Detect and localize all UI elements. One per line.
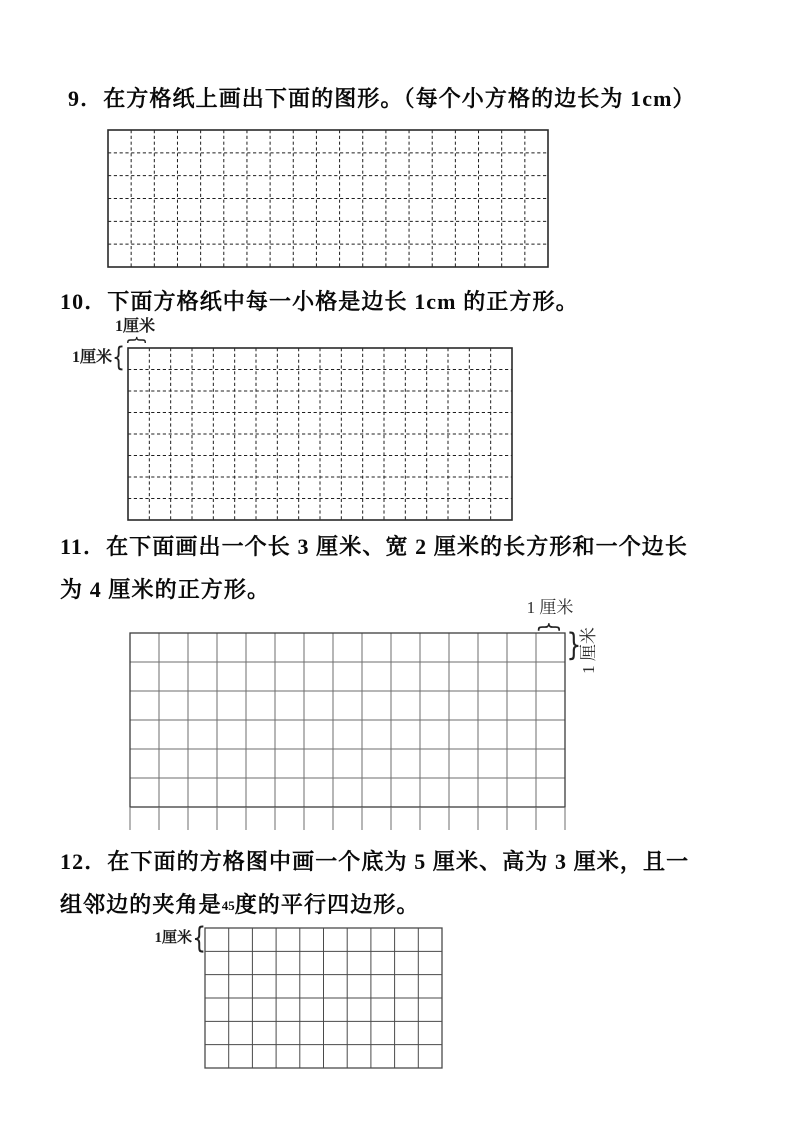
problem-9-text: 9．在方格纸上画出下面的图形。（每个小方格的边长为 1cm） bbox=[68, 86, 696, 111]
grid-10-top-brace-icon: { bbox=[125, 334, 150, 346]
grid-11 bbox=[129, 632, 566, 831]
problem-11-text-line2: 为 4 厘米的正方形。 bbox=[60, 577, 271, 602]
grid-11-top-brace-icon: { bbox=[536, 620, 564, 634]
problem-10-text: 10．下面方格纸中每一小格是边长 1cm 的正方形。 bbox=[60, 289, 579, 314]
grid-10-left-brace-icon: { bbox=[112, 342, 126, 373]
problem-11-text-line1: 11．在下面画出一个长 3 厘米、宽 2 厘米的长方形和一个边长 bbox=[60, 534, 688, 559]
problem-12-text-line2 bbox=[60, 890, 420, 921]
problem-12-angle-value: 45 bbox=[221, 898, 235, 913]
problem-12-line2-pre: 组邻边的夹角是 bbox=[60, 892, 222, 917]
grid-10-top-unit-label: 1厘米 bbox=[114, 318, 155, 335]
grid-11-right-brace-icon: } bbox=[566, 627, 582, 663]
grid-10-left-unit-label: 1厘米 bbox=[71, 349, 112, 366]
grid-11-top-unit-label: 1 厘米 bbox=[526, 598, 574, 617]
grid-10 bbox=[127, 347, 513, 521]
grid-12 bbox=[204, 927, 443, 1069]
grid-12-left-unit-label: 1厘米 bbox=[154, 930, 192, 946]
grid-11-right-unit-label: 1 厘米 bbox=[578, 626, 598, 674]
grid-9 bbox=[107, 129, 549, 268]
grid-12-left-brace-icon: { bbox=[192, 921, 207, 955]
problem-12-text-line1: 12．在下面的方格图中画一个底为 5 厘米、高为 3 厘米，且一 bbox=[60, 849, 690, 874]
problem-12-line2-post: 度的平行四边形。 bbox=[234, 892, 420, 917]
